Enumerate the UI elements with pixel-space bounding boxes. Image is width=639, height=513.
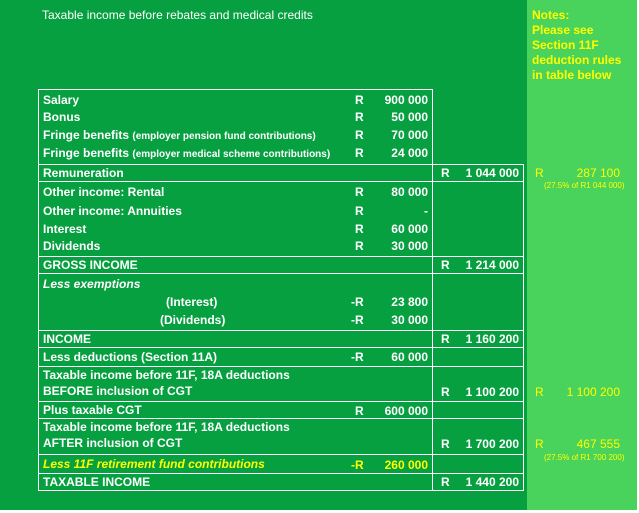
- row-amount: 600 000: [384, 404, 428, 418]
- row-label: AFTER inclusion of CGT: [43, 436, 183, 450]
- row-label: Fringe benefits (employer pension fund contributions): [43, 128, 316, 142]
- row-label: Plus taxable CGT: [43, 403, 142, 417]
- row-label: Fringe benefits (employer medical scheme contributions): [43, 146, 331, 160]
- side-currency: R: [535, 166, 544, 180]
- row-label: Taxable income before 11F, 18A deductions: [43, 368, 290, 382]
- row-label: Other income: Annuities: [43, 204, 182, 218]
- currency-symbol: -R: [351, 350, 364, 364]
- row-amount: 30 000: [391, 239, 428, 253]
- notes-line: Please see: [532, 23, 594, 37]
- currency-symbol: R: [355, 128, 364, 142]
- currency-symbol: R: [441, 166, 450, 180]
- currency-symbol: -R: [351, 458, 364, 472]
- notes-line: in table below: [532, 68, 612, 82]
- row-amount: 60 000: [391, 222, 428, 236]
- page-title: Taxable income before rebates and medical credits: [42, 8, 313, 22]
- currency-symbol: R: [355, 93, 364, 107]
- row-amount: 260 000: [384, 458, 428, 472]
- row-label: (Dividends): [160, 313, 226, 327]
- currency-symbol: R: [441, 475, 450, 489]
- row-label: Less deductions (Section 11A): [43, 350, 218, 364]
- currency-symbol: -R: [351, 295, 364, 309]
- row-amount: 70 000: [391, 128, 428, 142]
- row-label: Less exemptions: [43, 277, 141, 291]
- row-label: TAXABLE INCOME: [43, 475, 151, 489]
- notes-line: deduction rules: [532, 53, 622, 67]
- currency-symbol: R: [355, 146, 364, 160]
- currency-symbol: R: [355, 185, 364, 199]
- row-label: GROSS INCOME: [43, 258, 138, 272]
- row-total: 1 100 200: [465, 385, 519, 399]
- notes-box: [532, 8, 632, 83]
- side-amount: 287 100: [576, 166, 620, 180]
- notes-line: Section 11F: [532, 38, 599, 52]
- side-currency: R: [535, 385, 544, 399]
- currency-symbol: R: [355, 239, 364, 253]
- row-label: Dividends: [43, 239, 101, 253]
- row-total: 1 044 000: [465, 166, 519, 180]
- row-amount: 80 000: [391, 185, 428, 199]
- row-total: 1 700 200: [465, 437, 519, 451]
- row-label: (Interest): [166, 295, 218, 309]
- row-amount: 23 800: [391, 295, 428, 309]
- side-note: (27.5% of R1 700 200): [544, 453, 625, 462]
- row-amount: 50 000: [391, 110, 428, 124]
- row-amount: -: [424, 204, 428, 218]
- row-total: 1 214 000: [465, 258, 519, 272]
- row-label: BEFORE inclusion of CGT: [43, 384, 193, 398]
- notes-line: Notes:: [532, 8, 570, 22]
- row-amount: 900 000: [384, 93, 428, 107]
- currency-symbol: R: [441, 437, 450, 451]
- currency-symbol: R: [355, 222, 364, 236]
- currency-symbol: R: [355, 404, 364, 418]
- row-label: Taxable income before 11F, 18A deductions: [43, 420, 290, 434]
- side-currency: R: [535, 437, 544, 451]
- currency-symbol: R: [441, 258, 450, 272]
- row-amount: 60 000: [391, 350, 428, 364]
- row-total: 1 160 200: [465, 332, 519, 346]
- currency-symbol: R: [441, 385, 450, 399]
- row-label: Remuneration: [43, 166, 124, 180]
- row-label: Other income: Rental: [43, 185, 165, 199]
- currency-symbol: R: [441, 332, 450, 346]
- row-total: 1 440 200: [465, 475, 519, 489]
- row-label: Salary: [43, 93, 80, 107]
- currency-symbol: R: [355, 204, 364, 218]
- side-amount: 1 100 200: [566, 385, 620, 399]
- currency-symbol: -R: [351, 313, 364, 327]
- side-amount: 467 555: [576, 437, 620, 451]
- row-label: INCOME: [43, 332, 91, 346]
- side-note: (27.5% of R1 044 000): [544, 181, 625, 190]
- row-label: Less 11F retirement fund contributions: [43, 457, 265, 471]
- row-label: Interest: [43, 222, 87, 236]
- currency-symbol: R: [355, 110, 364, 124]
- row-label: Bonus: [43, 110, 81, 124]
- row-amount: 24 000: [391, 146, 428, 160]
- row-amount: 30 000: [391, 313, 428, 327]
